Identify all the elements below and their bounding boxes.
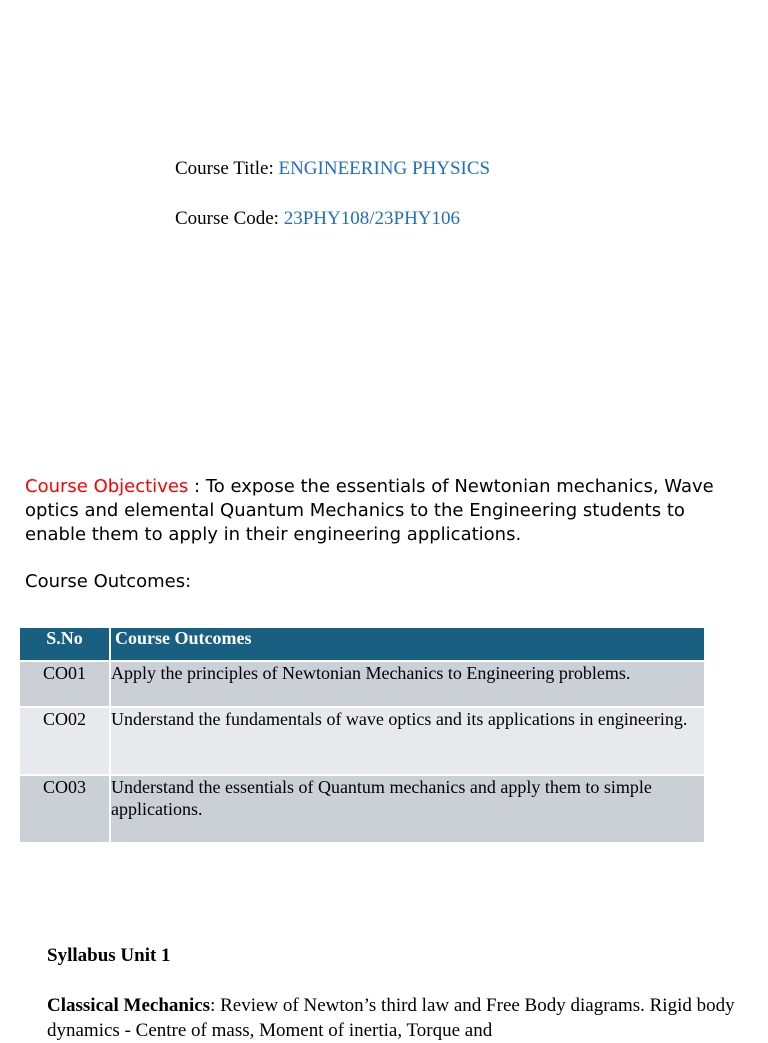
objectives-text: : To expose the essentials of Newtonian mechanics, Wave optics and elemental Quantum Mechanics to the Engineering students to enable them to apply in their engineering applications. <box>25 476 714 545</box>
syllabus-paragraph <box>47 993 747 1043</box>
course-code-line <box>175 208 460 230</box>
outcome-text: Understand the essentials of Quantum mechanics and apply them to simple applications. <box>110 775 704 842</box>
course-title-line <box>175 158 490 180</box>
syllabus-text: : Review of Newton’s third law and Free Body diagrams. Rigid body dynamics - Centre of mass, Moment of inertia, Torque and <box>47 995 735 1041</box>
course-code-label: Course Code: <box>175 208 284 229</box>
outcomes-table <box>20 628 704 842</box>
table-row <box>20 661 704 707</box>
table-row <box>20 707 704 775</box>
course-code-value: 23PHY108/23PHY106 <box>283 208 461 229</box>
table-row <box>20 775 704 842</box>
course-objectives <box>25 475 745 547</box>
column-header-outcomes: Course Outcomes <box>110 628 704 661</box>
syllabus-heading: Syllabus Unit 1 <box>47 945 171 966</box>
outcome-text: Understand the fundamentals of wave optics and its applications in engineering. <box>110 707 704 775</box>
column-header-sno: S.No <box>20 628 110 661</box>
outcome-sno: CO01 <box>20 661 110 707</box>
course-title-value: ENGINEERING PHYSICS <box>278 158 491 179</box>
objectives-label: Course Objectives <box>25 476 189 497</box>
outcome-text: Apply the principles of Newtonian Mechanics to Engineering problems. <box>110 661 704 707</box>
outcomes-heading: Course Outcomes: <box>25 571 192 592</box>
outcome-sno: CO02 <box>20 707 110 775</box>
syllabus-topic: Classical Mechanics <box>47 995 211 1016</box>
table-header-row <box>20 628 704 661</box>
course-title-label: Course Title: <box>175 158 279 179</box>
outcome-sno: CO03 <box>20 775 110 842</box>
